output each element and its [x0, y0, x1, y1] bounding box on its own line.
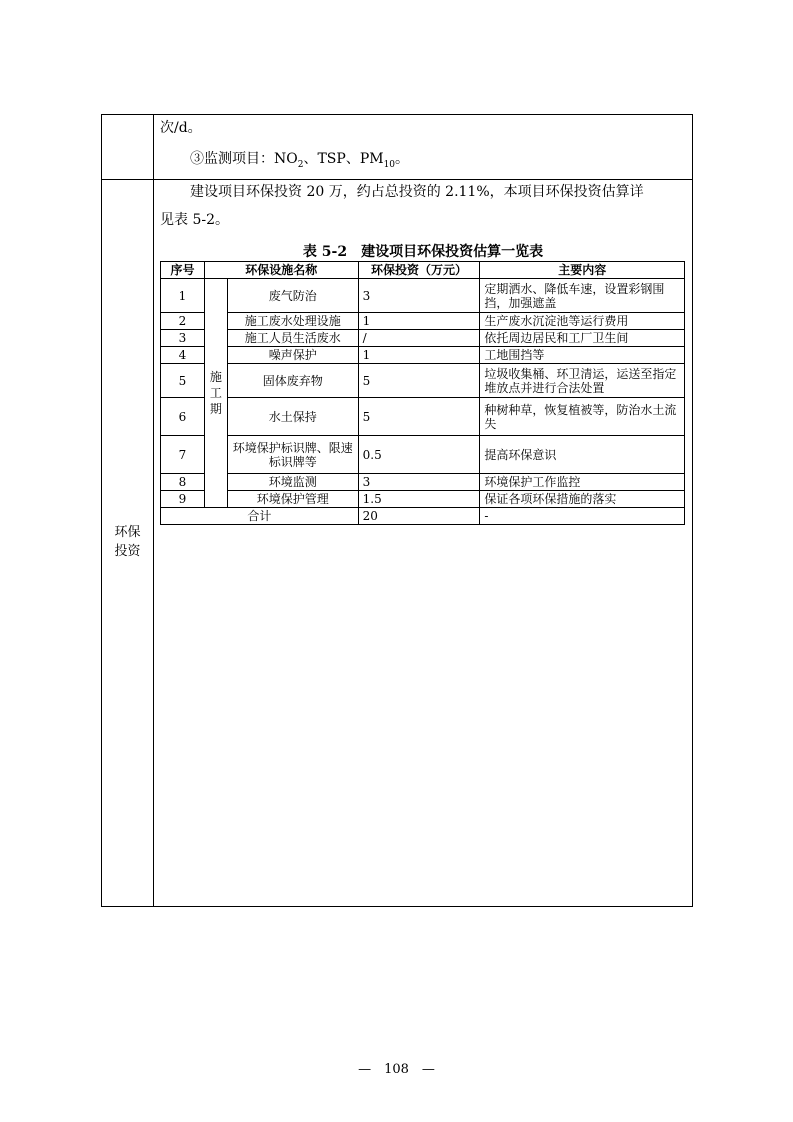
table-row	[161, 347, 685, 364]
row-invest: 1	[358, 347, 480, 364]
period-char: 工	[209, 386, 222, 400]
row-name: 环境保护标识牌、限速标识牌等	[227, 436, 358, 474]
row-content: 环境保护工作监控	[480, 474, 685, 491]
table-row	[161, 474, 685, 491]
row-name: 施工人员生活废水	[227, 330, 358, 347]
section-label-line2: 投资	[114, 544, 141, 559]
row-no: 7	[161, 436, 205, 474]
header-no: 序号	[161, 262, 205, 279]
row-content: 工地围挡等	[480, 347, 685, 364]
table-caption: 表 5-2 建设项目环保投资估算一览表	[302, 244, 544, 260]
row-invest: 1	[358, 313, 480, 330]
row-invest: 5	[358, 364, 480, 398]
section-label-line1: 环保	[114, 525, 141, 540]
row-name: 水土保持	[227, 398, 358, 436]
row-content: 定期洒水、降低车速，设置彩钢围挡，加强遮盖	[480, 279, 685, 313]
row-divider	[102, 179, 692, 180]
row-name: 废气防治	[227, 279, 358, 313]
row-content: 种树种草，恢复植被等，防治水土流失	[480, 398, 685, 436]
row1-line1: 次/d。	[160, 120, 202, 136]
row-no: 4	[161, 347, 205, 364]
row-name: 环境保护管理	[227, 491, 358, 508]
row-no: 5	[161, 364, 205, 398]
row-invest: 5	[358, 398, 480, 436]
table-row	[161, 330, 685, 347]
header-name: 环保设施名称	[204, 262, 358, 279]
table-header-row	[161, 262, 685, 279]
table-total-row	[161, 508, 685, 525]
column-divider	[153, 115, 154, 906]
row-content: 生产废水沉淀池等运行费用	[480, 313, 685, 330]
table-row	[161, 313, 685, 330]
row-no: 1	[161, 279, 205, 313]
investment-paragraph-line2: 见表 5-2。	[160, 212, 229, 228]
table-row	[161, 436, 685, 474]
period-char: 施	[209, 370, 222, 384]
row-content: 垃圾收集桶、环卫清运，运送至指定堆放点并进行合法处置	[480, 364, 685, 398]
total-content: -	[480, 508, 685, 525]
row-content: 保证各项环保措施的落实	[480, 491, 685, 508]
row-invest: 3	[358, 474, 480, 491]
construction-period-cell	[204, 279, 227, 508]
row-invest: 0.5	[358, 436, 480, 474]
row-invest: 3	[358, 279, 480, 313]
row-name: 施工废水处理设施	[227, 313, 358, 330]
row-no: 3	[161, 330, 205, 347]
investment-table	[160, 261, 685, 525]
table-row	[161, 279, 685, 313]
row-no: 2	[161, 313, 205, 330]
row-content: 依托周边居民和工厂卫生间	[480, 330, 685, 347]
row-invest: 1.5	[358, 491, 480, 508]
header-invest: 环保投资（万元）	[358, 262, 480, 279]
table-row	[161, 491, 685, 508]
row-no: 6	[161, 398, 205, 436]
row-name: 固体废弃物	[227, 364, 358, 398]
table-row	[161, 398, 685, 436]
monitoring-items: ③监测项目：$NO_2$、TSP、$PM_{10}$。	[190, 151, 410, 170]
row-no: 9	[161, 491, 205, 508]
row-no: 8	[161, 474, 205, 491]
row-name: 噪声保护	[227, 347, 358, 364]
table-row	[161, 364, 685, 398]
total-invest: 20	[358, 508, 480, 525]
header-content: 主要内容	[480, 262, 685, 279]
page-number: — 108 —	[358, 1062, 435, 1077]
total-label: 合计	[161, 508, 359, 525]
period-char: 期	[209, 402, 222, 416]
investment-paragraph-line1: 建设项目环保投资 20 万，约占总投资的 2.11%，本项目环保投资估算详	[190, 184, 644, 200]
row-invest: /	[358, 330, 480, 347]
row-name: 环境监测	[227, 474, 358, 491]
row-content: 提高环保意识	[480, 436, 685, 474]
